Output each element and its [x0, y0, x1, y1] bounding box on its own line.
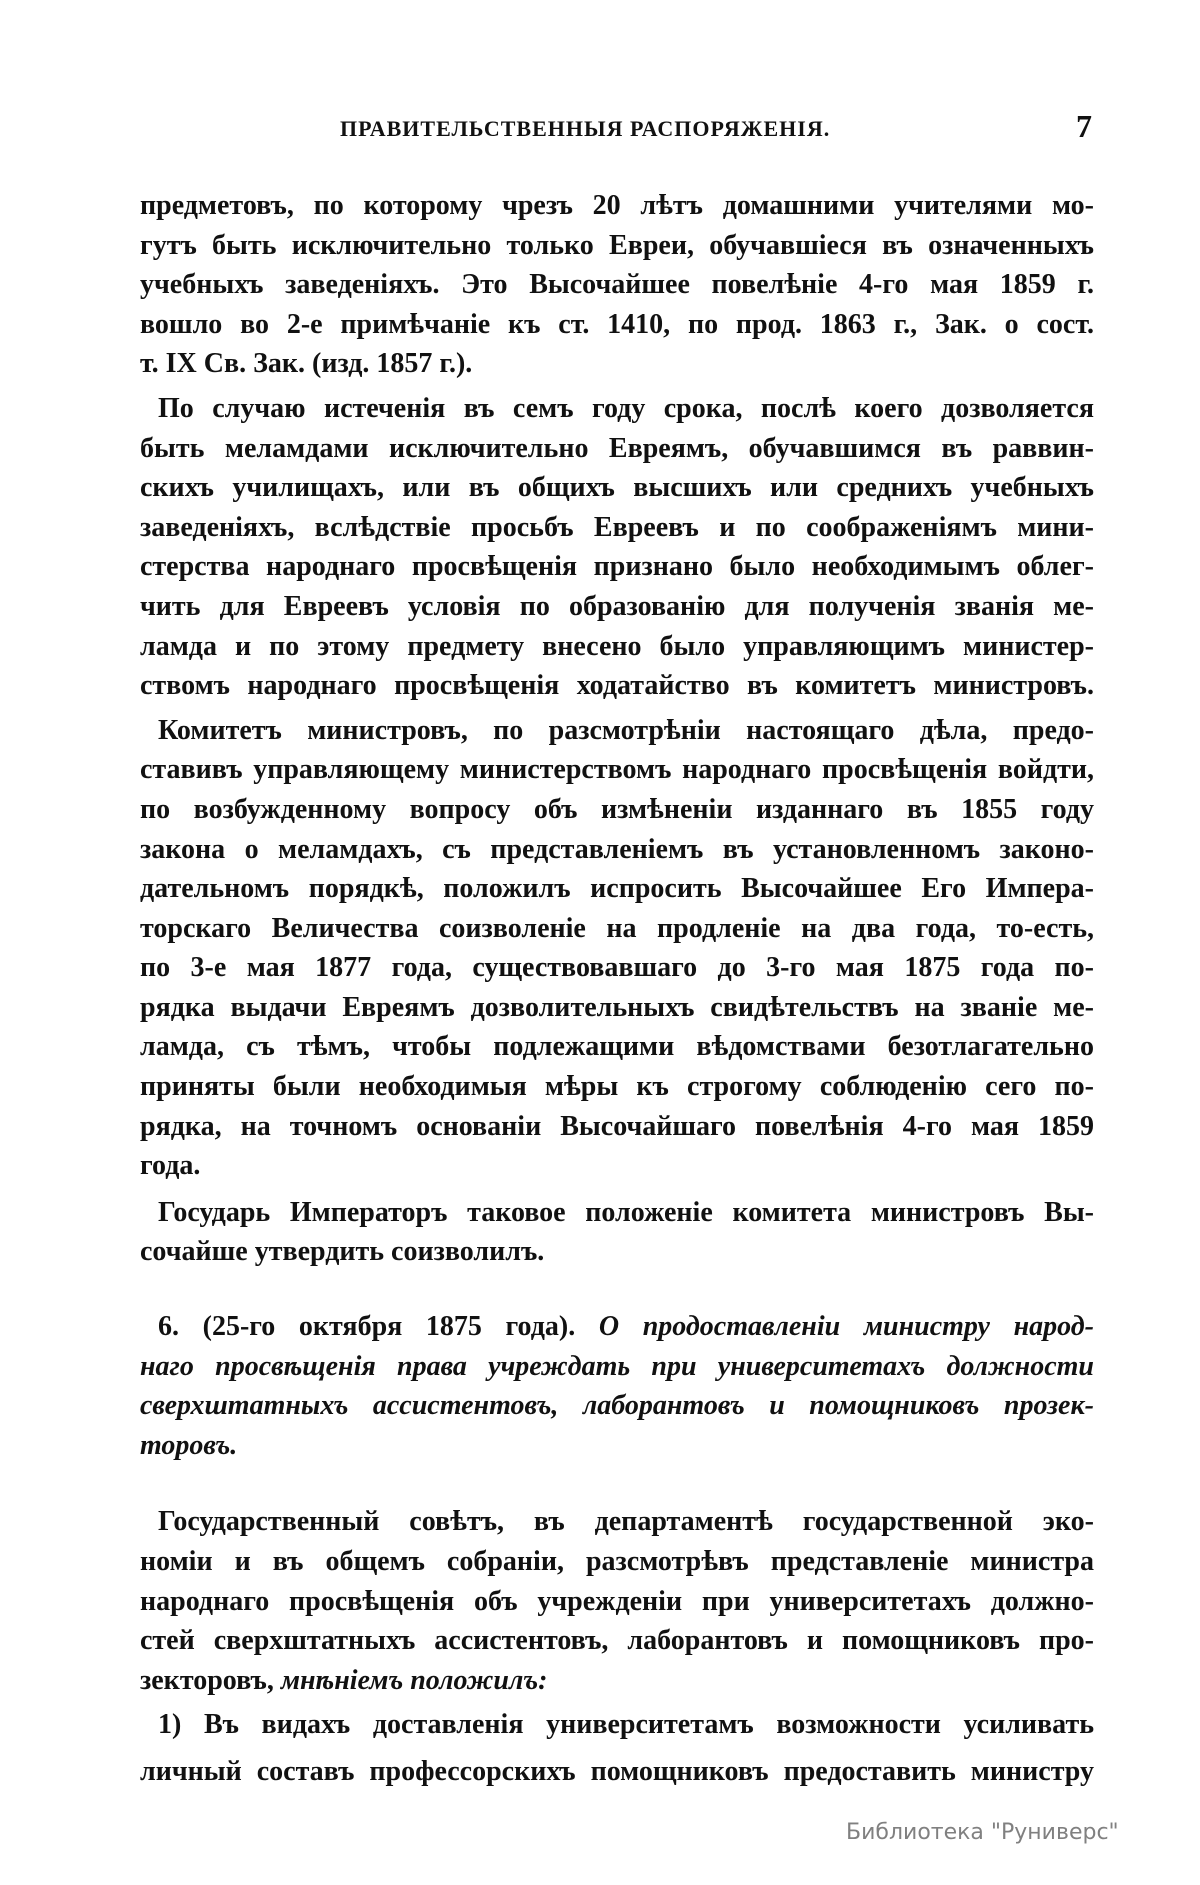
- text-line: [140, 666, 1094, 706]
- line-text: По случаю истеченія въ семъ году срока, послѣ коего дозволяется: [158, 392, 1094, 424]
- line-italic-text: О продоставленіи министру народ-: [598, 1311, 1094, 1343]
- line-text: рядка выдачи Евреямъ дозволительныхъ свидѣтельствъ на званіе ме-: [140, 991, 1094, 1023]
- text-line: [140, 1502, 1094, 1542]
- text-line: [140, 627, 1094, 667]
- line-text: по 3-е мая 1877 года, существовавшаго до 3-го мая 1875 года по-: [140, 952, 1094, 984]
- line-text: стерства народнаго просвѣщенія признано было необходимымъ облег-: [140, 551, 1094, 583]
- text-line: [140, 1193, 1094, 1233]
- line-italic-text: сверхштатныхъ ассистентовъ, лаборантовъ и помощниковъ прозек-: [140, 1390, 1094, 1422]
- line-text: ствомъ народнаго просвѣщенія ходатайство въ комитетъ министровъ.: [140, 670, 1094, 702]
- line-text: заведеніяхъ, вслѣдствіе просьбъ Евреевъ и по соображеніямъ мини-: [140, 511, 1094, 543]
- line-text: дательномъ порядкѣ, положилъ испросить Высочайшее Его Импера-: [140, 873, 1094, 905]
- text-line: [140, 1705, 1094, 1745]
- text-line: [140, 830, 1094, 870]
- text-line: [140, 186, 1094, 226]
- text-line: [140, 790, 1094, 830]
- text-line: [140, 468, 1094, 508]
- text-line: [140, 547, 1094, 587]
- line-text: сочайше утвердить соизволилъ.: [140, 1236, 545, 1268]
- text-line: [140, 1067, 1094, 1107]
- text-line: [140, 948, 1094, 988]
- text-line: [140, 226, 1094, 266]
- text-line: [140, 1146, 1094, 1186]
- text-line: [140, 265, 1094, 305]
- line-italic-text: торовъ.: [140, 1429, 238, 1461]
- page-body: [140, 186, 1094, 1792]
- text-line: [140, 429, 1094, 469]
- line-text: закона о меламдахъ, съ представленіемъ въ установленномъ законо-: [140, 833, 1094, 865]
- line-text: вошло во 2-е примѣчаніе къ ст. 1410, по прод. 1863 г., Зак. о сост.: [140, 308, 1094, 340]
- text-line: [140, 869, 1094, 909]
- text-line: [140, 344, 1094, 384]
- line-text: личный составъ профессорскихъ помощниковъ предоставить министру: [140, 1755, 1094, 1787]
- line-text: 6. (25-го октября 1875 года).: [158, 1311, 599, 1343]
- line-text: Государь Императоръ таковое положеніе комитета министровъ Вы-: [158, 1196, 1094, 1228]
- text-line: [140, 1347, 1094, 1387]
- line-text: номіи и въ общемъ собраніи, разсмотрѣвъ представленіе министра: [140, 1546, 1094, 1577]
- library-watermark: Библиотека "Руниверс": [846, 1820, 1119, 1845]
- text-line: [140, 1027, 1094, 1067]
- line-text: скихъ училищахъ, или въ общихъ высшихъ или среднихъ учебныхъ: [140, 472, 1094, 504]
- text-line: [140, 1621, 1094, 1661]
- text-line: [140, 988, 1094, 1028]
- line-text: Комитетъ министровъ, по разсмотрѣніи настоящаго дѣла, предо-: [158, 714, 1094, 746]
- running-title: ПРАВИТЕЛЬСТВЕННЫЯ РАСПОРЯЖЕНІЯ.: [340, 116, 831, 141]
- line-text: года.: [140, 1150, 201, 1182]
- line-text: чить для Евреевъ условія по образованію для полученія званія ме-: [140, 590, 1094, 622]
- line-text: народнаго просвѣщенія объ учрежденіи при университетахъ должно-: [140, 1585, 1094, 1617]
- text-line: [140, 1582, 1094, 1622]
- line-text: предметовъ, по которому чрезъ 20 лѣтъ домашними учителями мо-: [140, 190, 1094, 221]
- line-text: торскаго Величества соизволеніе на продленіе на два года, то-есть,: [140, 912, 1094, 944]
- text-line: [140, 1661, 1094, 1701]
- text-line: [140, 1232, 1094, 1272]
- line-italic-text: наго просвѣщенія права учреждать при университетахъ должности: [140, 1350, 1094, 1382]
- text-line: [140, 1386, 1094, 1426]
- text-line: [140, 1542, 1094, 1582]
- line-text: ламда, съ тѣмъ, чтобы подлежащими вѣдомствами безотлагательно: [140, 1031, 1094, 1063]
- text-line: [140, 1426, 1094, 1466]
- line-text: гутъ быть исключительно только Евреи, обучавшіеся въ означенныхъ: [140, 229, 1094, 261]
- text-line: [140, 909, 1094, 949]
- text-line: [140, 750, 1094, 790]
- line-text: учебныхъ заведеніяхъ. Это Высочайшее повелѣніе 4-го мая 1859 г.: [140, 269, 1094, 301]
- text-line: [140, 508, 1094, 548]
- text-line: [140, 1752, 1094, 1792]
- line-text: рядка, на точномъ основаніи Высочайшаго повелѣнія 4-го мая 1859: [140, 1110, 1094, 1142]
- line-text: Государственный совѣтъ, въ департаментѣ государственной эко-: [158, 1506, 1094, 1538]
- text-line: [140, 587, 1094, 627]
- page-number: 7: [1076, 108, 1092, 144]
- line-text: ставивъ управляющему министерствомъ народнаго просвѣщенія войдти,: [140, 754, 1094, 786]
- text-line: [140, 1307, 1094, 1347]
- text-line: [140, 1107, 1094, 1147]
- line-text: т. IX Св. Зак. (изд. 1857 г.).: [140, 348, 473, 380]
- line-text: стей сверхштатныхъ ассистентовъ, лаборантовъ и помощниковъ про-: [140, 1625, 1094, 1657]
- line-italic-text: мнѣніемъ положилъ:: [280, 1664, 548, 1696]
- line-text: быть меламдами исключительно Евреямъ, обучавшимся въ раввин-: [140, 432, 1094, 464]
- text-line: [140, 305, 1094, 345]
- text-line: [140, 711, 1094, 751]
- text-line: [140, 389, 1094, 429]
- line-text: по возбужденному вопросу объ измѣненіи изданнаго въ 1855 году: [140, 793, 1094, 825]
- line-text: приняты были необходимыя мѣры къ строгому соблюденію сего по-: [140, 1071, 1094, 1103]
- line-text: 1) Въ видахъ доставленія университетамъ возможности усиливать: [158, 1709, 1094, 1741]
- line-text: зекторовъ,: [140, 1664, 281, 1696]
- line-text: ламда и по этому предмету внесено было управляющимъ министер-: [140, 630, 1094, 662]
